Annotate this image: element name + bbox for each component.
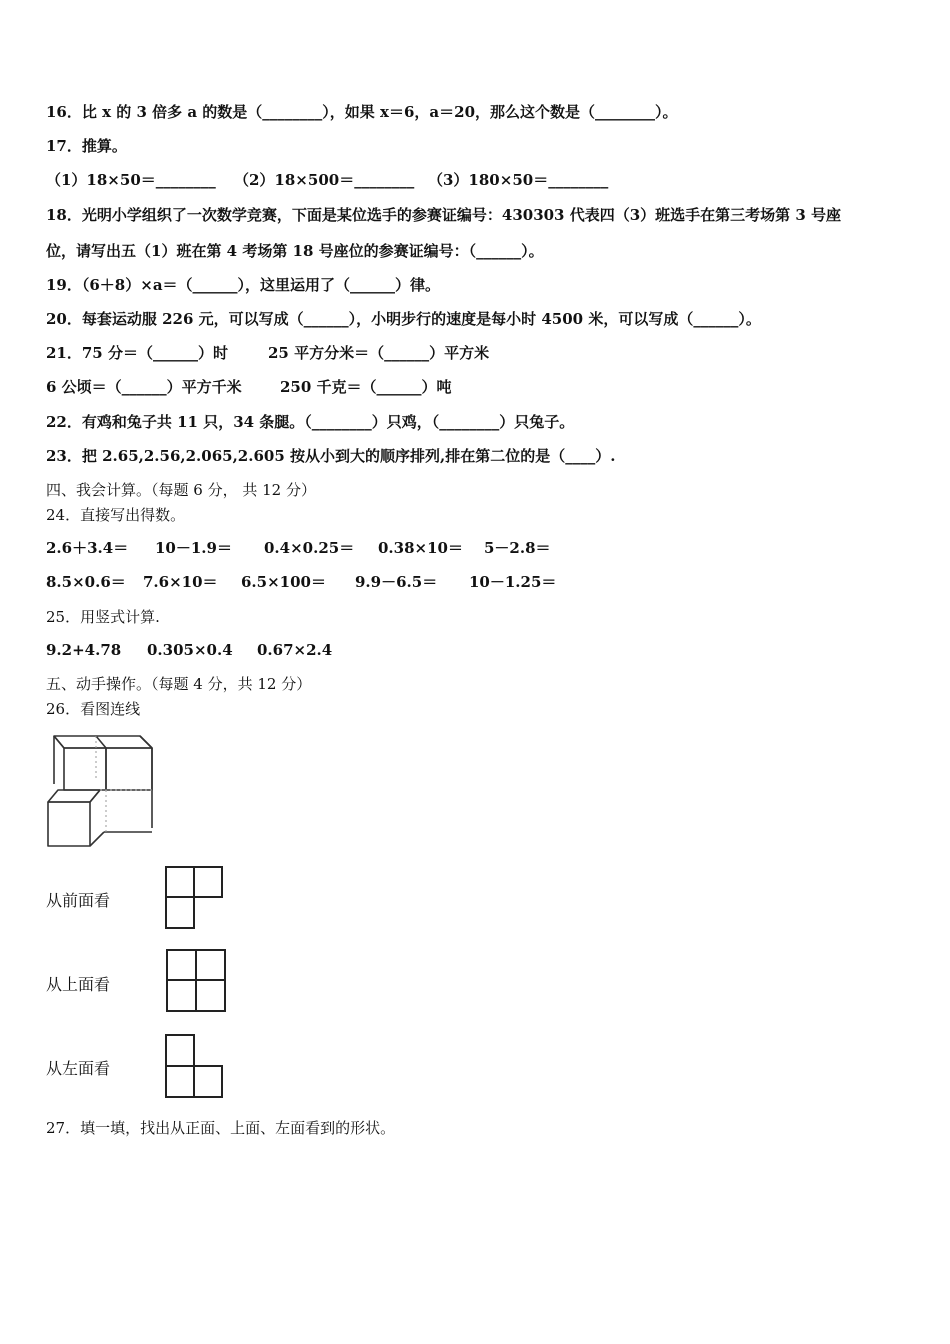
section-4-heading: 四、我会计算。（每题 6 分， 共 12 分）	[46, 481, 316, 499]
q25-item-2: 0.305×0.4	[147, 641, 233, 659]
question-20: 20．每套运动服 226 元，可以写成（______），小明步行的速度是每小时 4500 米，可以写成（______）。	[46, 310, 761, 328]
question-17: 17．推算。	[46, 137, 127, 155]
question-21-row-2-a: 6 公顷＝（______）平方千米	[46, 378, 242, 396]
q25-item-3: 0.67×2.4	[257, 641, 333, 659]
q24-row2-2: 7.6×10＝	[143, 573, 218, 591]
question-17-item-1: （1）18×50＝________	[46, 171, 216, 189]
q24-row1-4: 0.38×10＝	[378, 539, 463, 557]
q25-item-1: 9.2+4.78	[46, 641, 122, 659]
view-label-front: 从前面看	[46, 891, 111, 910]
question-24: 24．直接写出得数。	[46, 506, 186, 524]
question-25: 25．用竖式计算.	[46, 608, 160, 626]
question-21-row-2-b: 250 千克＝（______）吨	[280, 378, 452, 396]
view-label-top: 从上面看	[46, 975, 111, 994]
question-26: 26．看图连线	[46, 700, 141, 718]
question-18-line-2: 位，请写出五（1）班在第 4 考场第 18 号座位的参赛证编号：（______）。	[46, 242, 544, 260]
q24-row2-1: 8.5×0.6＝	[46, 573, 126, 591]
question-21-row-1-a: 21．75 分＝（______）时	[46, 344, 228, 362]
question-18-line-1: 18．光明小学组织了一次数学竞赛，下面是某位选手的参赛证编号：430303 代表四（3）班选手在第三考场第 3 号座	[46, 206, 842, 224]
question-17-item-3: （3）180×50＝________	[428, 171, 609, 189]
top-view-shape	[164, 946, 230, 1016]
view-label-left: 从左面看	[46, 1059, 111, 1078]
question-17-item-2: （2）18×500＝________	[234, 171, 415, 189]
question-21-row-1-b: 25 平方分米＝（______）平方米	[268, 344, 490, 362]
q24-row2-3: 6.5×100＝	[241, 573, 326, 591]
question-16: 16．比 x 的 3 倍多 a 的数是（________），如果 x＝6，a＝20，那么这个数是（________）。	[46, 103, 678, 121]
q24-row1-3: 0.4×0.25＝	[264, 539, 355, 557]
question-23: 23．把 2.65,2.56,2.065,2.605 按从小到大的顺序排列,排在第二位的是（____）.	[46, 447, 616, 465]
question-27: 27．填一填，找出从正面、上面、左面看到的形状。	[46, 1119, 396, 1137]
q24-row1-2: 10－1.9＝	[155, 539, 232, 557]
q24-row1-5: 5－2.8＝	[484, 539, 551, 557]
cube-stack-figure	[44, 732, 160, 850]
question-19: 19．（6＋8）×a＝（______），这里运用了（______）律。	[46, 276, 441, 294]
q24-row1-1: 2.6＋3.4＝	[46, 539, 129, 557]
q24-row2-4: 9.9－6.5＝	[355, 573, 438, 591]
q24-row2-5: 10－1.25＝	[469, 573, 557, 591]
section-5-heading: 五、动手操作。（每题 4 分，共 12 分）	[46, 675, 312, 693]
left-view-shape	[164, 1032, 226, 1102]
front-view-shape	[164, 864, 226, 932]
question-22: 22．有鸡和兔子共 11 只，34 条腿。（________）只鸡，（________）只兔子。	[46, 413, 575, 431]
